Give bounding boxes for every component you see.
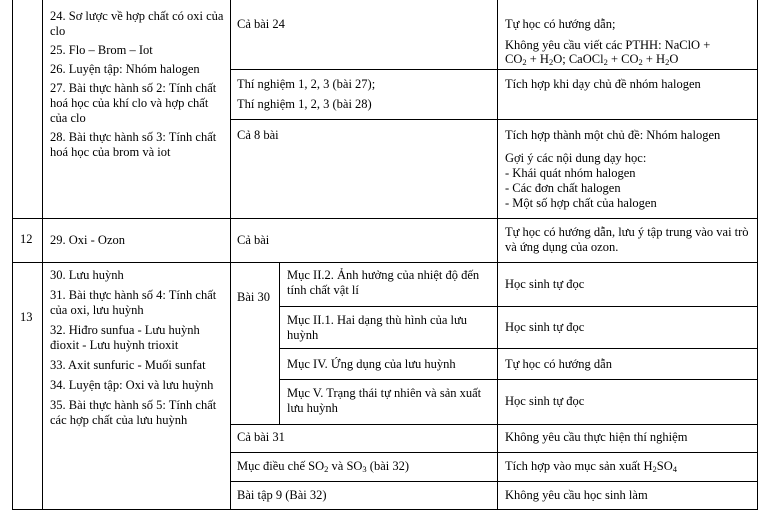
subrow-divider bbox=[230, 424, 758, 425]
lesson-item: 31. Bài thực hành số 4: Tính chất của oxi, lưu huỳnh bbox=[50, 288, 217, 317]
sub-item: Mục II.2. Ảnh hưởng của nhiệt độ đến tính chất vật lí bbox=[287, 268, 480, 297]
note-cell: Học sinh tự đọc bbox=[505, 394, 585, 408]
note-cell: Tích hợp thành một chủ đề: Nhóm halogen bbox=[505, 128, 721, 142]
sub-item: Mục IV. Ứng dụng của lưu huỳnh bbox=[287, 357, 456, 371]
col-divider-content bbox=[497, 0, 498, 510]
subrow-divider bbox=[230, 481, 758, 482]
note-cell: Không yêu cầu viết các PTHH: NaClO + bbox=[505, 38, 711, 52]
subrow-divider bbox=[279, 306, 758, 307]
lesson-label: Bài 30 bbox=[237, 290, 270, 304]
note-cell: Tự học có hướng dẫn, lưu ý tập trung vào vai trò và ứng dụng của ozon. bbox=[505, 225, 749, 254]
content-cell: Mục điều chế $SO_2$ và $SO_3$ (bài 32) bbox=[237, 459, 410, 474]
bullet-item: - Một số hợp chất của halogen bbox=[505, 196, 657, 210]
content-cell: Cả bài 24 bbox=[237, 17, 285, 31]
content-cell: Thí nghiệm 1, 2, 3 (bài 27); bbox=[237, 77, 376, 91]
col-divider-bai30 bbox=[279, 262, 280, 424]
col-divider-week bbox=[42, 0, 43, 510]
week-number: 13 bbox=[20, 310, 33, 324]
lesson-item: 34. Luyện tập: Oxi và lưu huỳnh bbox=[50, 378, 214, 392]
note-cell: Tích hợp vào mục sản xuất $H_2SO_4$ bbox=[505, 459, 678, 474]
note-cell: Tự học có hướng dẫn; bbox=[505, 17, 616, 31]
note-cell: Gợi ý các nội dung dạy học: bbox=[505, 151, 647, 165]
table-right-border bbox=[757, 0, 758, 510]
bullet-item: - Khái quát nhóm halogen bbox=[505, 166, 636, 180]
note-cell: Tự học có hướng dẫn bbox=[505, 357, 612, 371]
formula-line: $CO_2 + H_2O$; CaOCl$_2$ + $CO_2 + H_2O$ bbox=[505, 52, 679, 67]
note-cell: Không yêu cầu thực hiện thí nghiệm bbox=[505, 430, 688, 444]
lesson-item: 24. Sơ lược về hợp chất có oxi của clo bbox=[50, 9, 224, 38]
content-cell: Cả bài 31 bbox=[237, 430, 285, 444]
lesson-item: 32. Hiđro sunfua - Lưu huỳnh đioxit - Lưu huỳnh trioxit bbox=[50, 323, 200, 352]
subrow-divider bbox=[230, 452, 758, 453]
row-divider-12-13 bbox=[12, 262, 758, 263]
lesson-item: 25. Flo – Brom – Iot bbox=[50, 43, 153, 57]
col-divider-lesson bbox=[230, 0, 231, 510]
content-cell: Cả 8 bài bbox=[237, 128, 279, 142]
lesson-item: 26. Luyện tập: Nhóm halogen bbox=[50, 62, 200, 76]
subrow-divider bbox=[230, 69, 758, 70]
lesson-item: 27. Bài thực hành số 2: Tính chất hoá học của khí clo và hợp chất của clo bbox=[50, 81, 217, 125]
note-cell: Không yêu cầu học sinh làm bbox=[505, 488, 648, 502]
subrow-divider bbox=[279, 348, 758, 349]
lesson-item: 30. Lưu huỳnh bbox=[50, 268, 124, 282]
table-left-border bbox=[12, 0, 13, 510]
lesson-list-week-11 bbox=[50, 9, 228, 160]
note-cell: Học sinh tự đọc bbox=[505, 277, 585, 291]
content-cell: Bài tập 9 (Bài 32) bbox=[237, 488, 327, 502]
subrow-divider bbox=[230, 119, 758, 120]
sub-item: Mục V. Trạng thái tự nhiên và sản xuất lưu huỳnh bbox=[287, 386, 482, 415]
row-divider-11-12 bbox=[12, 218, 758, 219]
lesson-item: 35. Bài thực hành số 5: Tính chất các hợp chất của lưu huỳnh bbox=[50, 398, 217, 427]
note-cell: Học sinh tự đọc bbox=[505, 320, 585, 334]
content-cell: Cả bài bbox=[237, 233, 270, 247]
lesson-item: 28. Bài thực hành số 3: Tính chất hoá học của brom và iot bbox=[50, 130, 217, 159]
lesson-list-week-13 bbox=[50, 268, 228, 428]
note-cell: Tích hợp khi dạy chủ đề nhóm halogen bbox=[505, 77, 701, 91]
sub-item: Mục II.1. Hai dạng thù hình của lưu huỳnh bbox=[287, 313, 467, 342]
table-bottom-border bbox=[12, 509, 758, 510]
subrow-divider bbox=[279, 379, 758, 380]
content-cell: Thí nghiệm 1, 2, 3 (bài 28) bbox=[237, 97, 372, 111]
lesson-item: 33. Axit sunfuric - Muối sunfat bbox=[50, 358, 206, 372]
lesson-item: 29. Oxi - Ozon bbox=[50, 233, 125, 247]
week-number: 12 bbox=[20, 232, 33, 246]
bullet-item: - Các đơn chất halogen bbox=[505, 181, 621, 195]
